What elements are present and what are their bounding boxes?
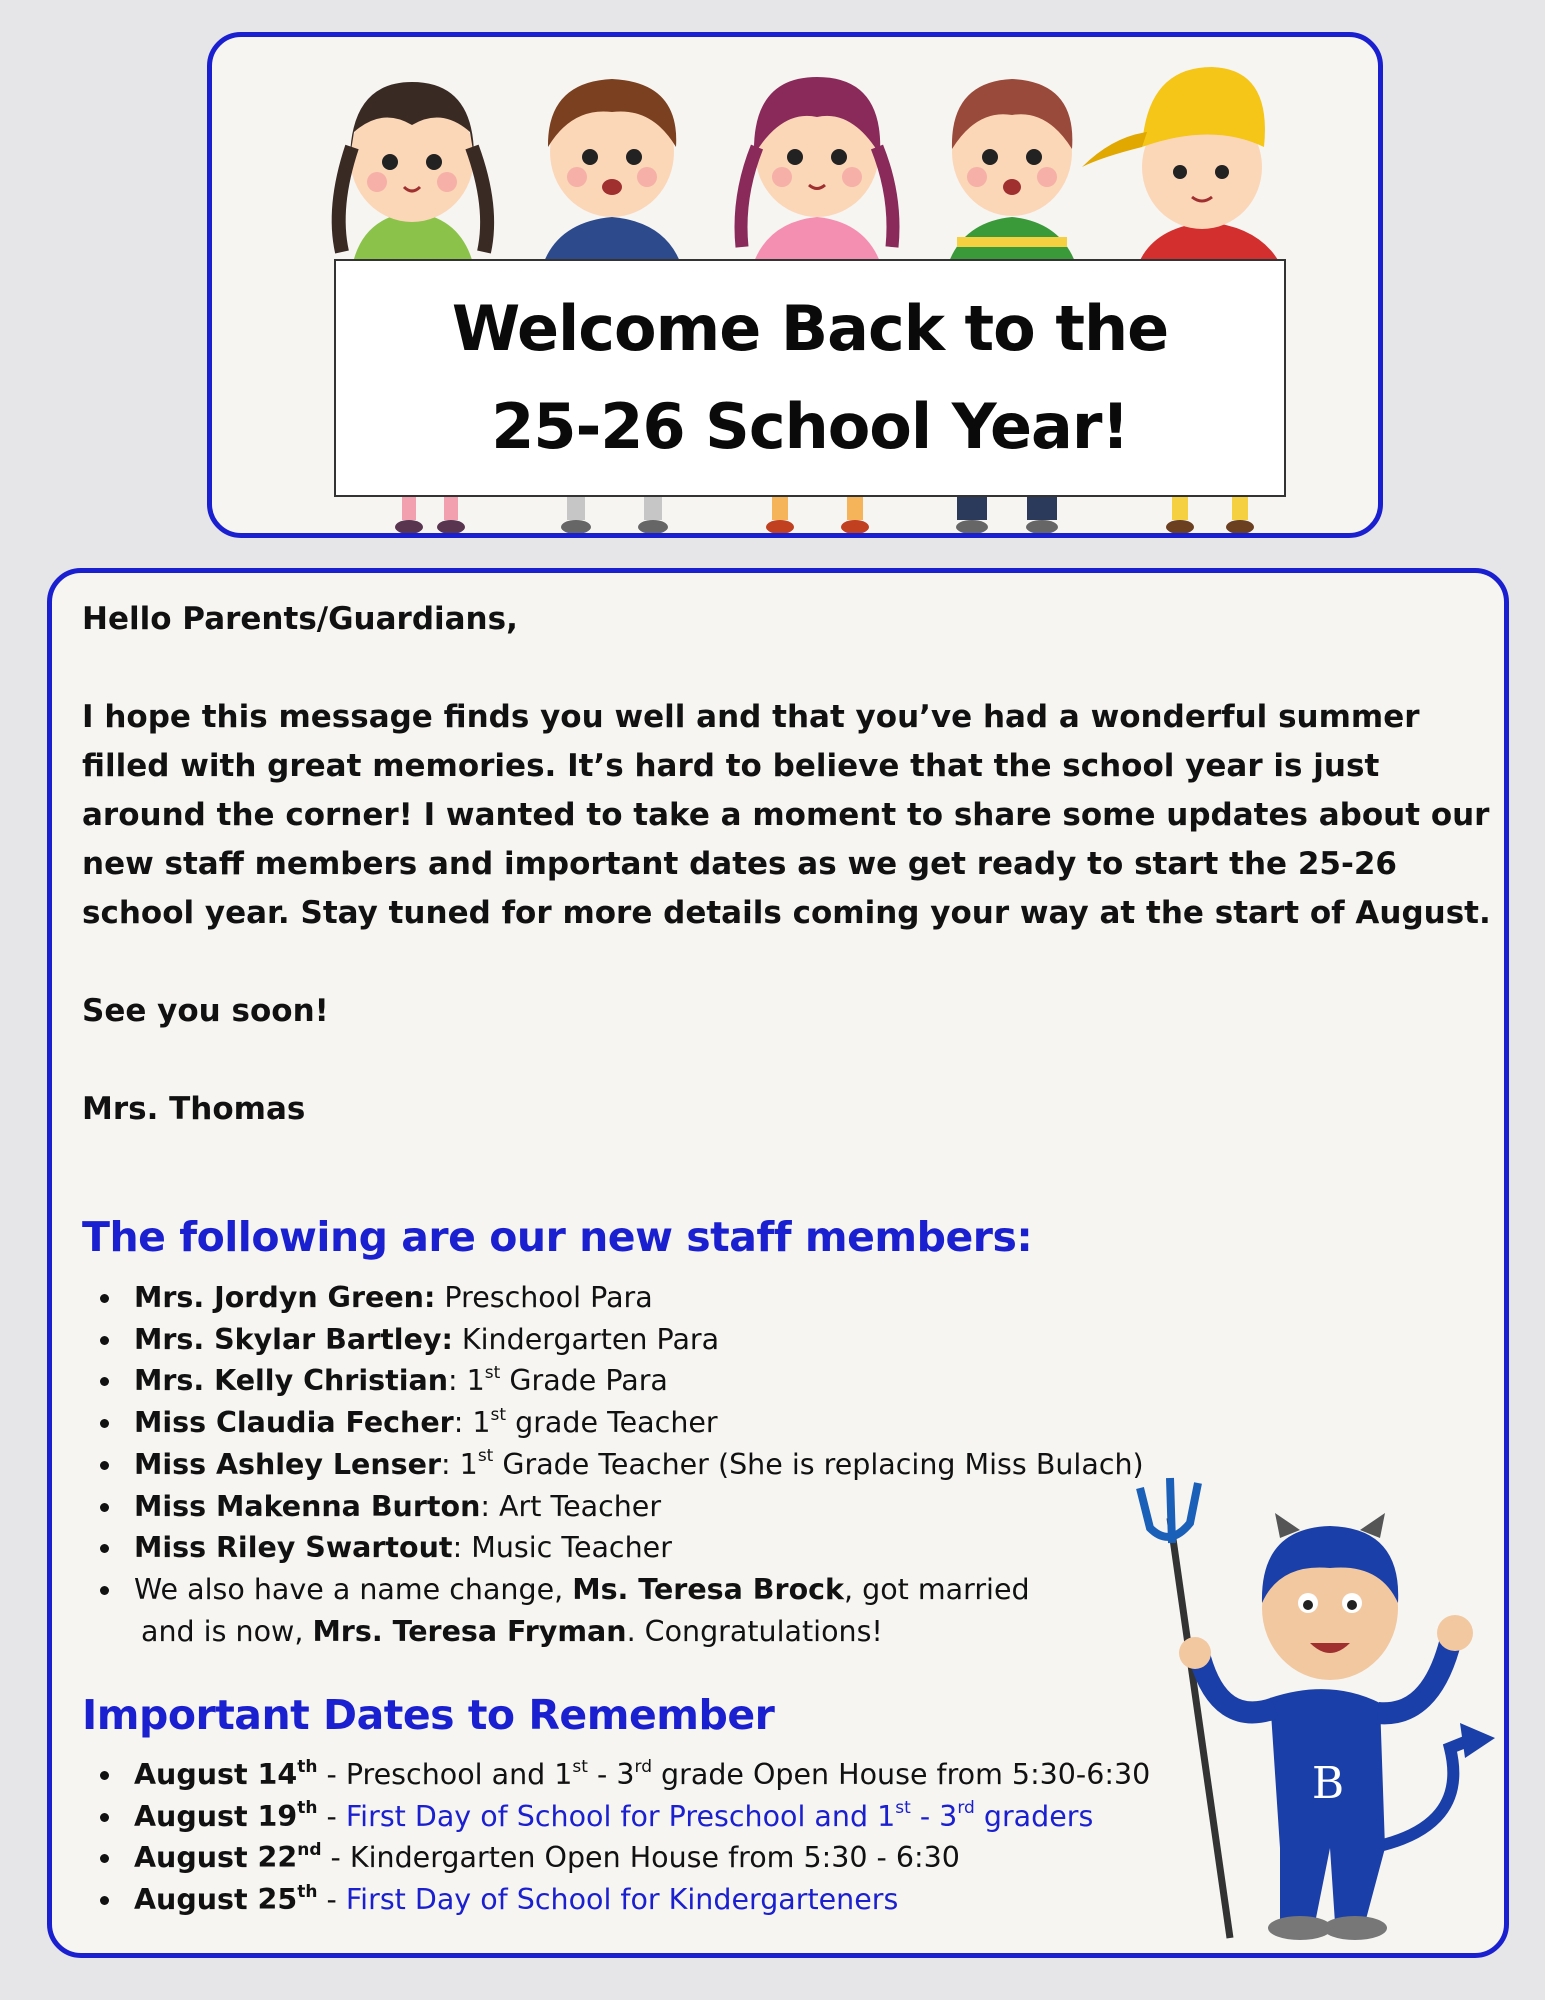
list-item: Mrs. Skylar Bartley: Kindergarten Para (82, 1319, 1144, 1361)
kids-legs (395, 492, 1254, 533)
dates-list (82, 1754, 1150, 1921)
letter-paragraph: I hope this message finds you well and that you’ve had a wonderful summer filled with great memories. It’s hard to believe that the school year is just around the corner! I wanted to take a moment to share some updates about our new staff members and important dates as we get ready to start the 25-26 school year. Stay tuned for more details coming your way at the start of August. (82, 699, 1491, 931)
mascot-letter: B (1311, 1758, 1345, 1809)
kid-boy-cap-5 (1082, 67, 1282, 267)
name-change-item: We also have a name change, Ms. Teresa Brock, got married (82, 1569, 1144, 1611)
date-item: August 25th - First Day of School for Kindergarteners (82, 1879, 1150, 1921)
date-item: August 22nd - Kindergarten Open House from 5:30 - 6:30 (82, 1837, 1150, 1879)
header-card (207, 32, 1383, 538)
date-item: August 19th - First Day of School for Preschool and 1st - 3rd graders (82, 1796, 1150, 1838)
banner-title-line-1: Welcome Back to the (451, 292, 1169, 365)
kid-boy-2 (542, 79, 682, 267)
kid-girl-1 (339, 82, 487, 267)
closing: See you soon! (82, 993, 329, 1029)
kid-girl-3 (741, 77, 893, 267)
list-item: Mrs. Kelly Christian: 1st Grade Para (82, 1360, 1144, 1402)
list-item: Mrs. Jordyn Green: Preschool Para (82, 1277, 1144, 1319)
blue-devil-mascot (1130, 1468, 1510, 1948)
list-item: Miss Claudia Fecher: 1st grade Teacher (82, 1402, 1144, 1444)
letter-card (47, 568, 1509, 1958)
staff-list (82, 1277, 1144, 1652)
name-change-continued: and is now, Mrs. Teresa Fryman. Congratulations! (141, 1614, 883, 1648)
banner-title-line-2: 25-26 School Year! (491, 390, 1129, 463)
kid-boy-4 (947, 79, 1077, 267)
dates-heading: Important Dates to Remember (82, 1691, 775, 1739)
list-item: Miss Riley Swartout: Music Teacher (82, 1527, 1144, 1569)
staff-heading: The following are our new staff members: (82, 1213, 1033, 1261)
welcome-banner (334, 259, 1286, 497)
greeting: Hello Parents/Guardians, (82, 601, 518, 637)
date-item: August 14th - Preschool and 1st - 3rd grade Open House from 5:30-6:30 (82, 1754, 1150, 1796)
letter-body (82, 595, 1492, 1134)
list-item: Miss Makenna Burton: Art Teacher (82, 1486, 1144, 1528)
list-item: Miss Ashley Lenser: 1st Grade Teacher (She is replacing Miss Bulach) (82, 1444, 1144, 1486)
signature: Mrs. Thomas (82, 1091, 306, 1127)
